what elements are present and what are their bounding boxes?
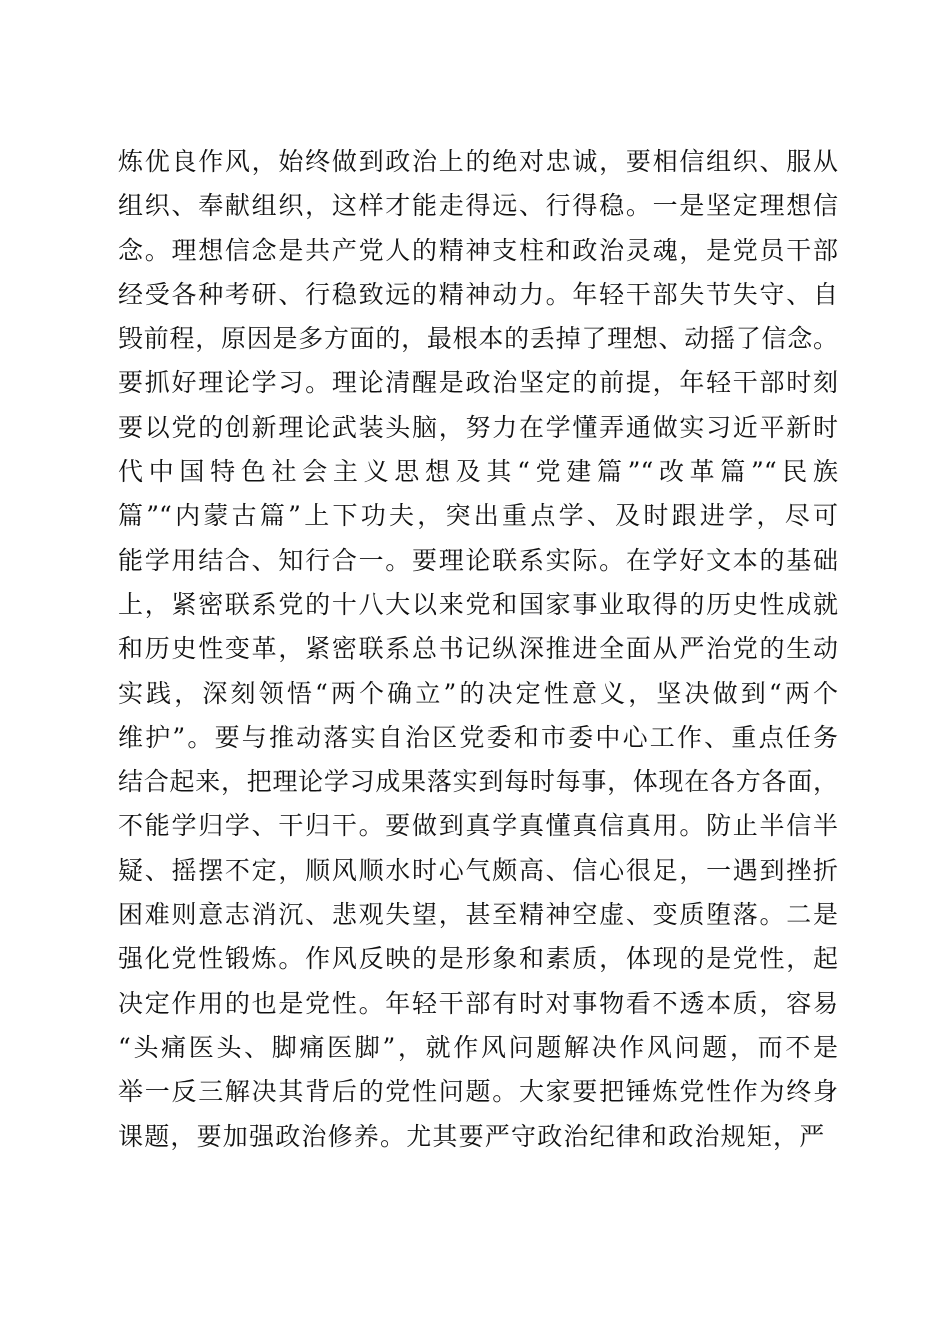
text-line: 困难则意志消沉、悲观失望，甚至精神空虚、变质堕落。二是 xyxy=(118,900,838,930)
text-line: 炼优良作风，始终做到政治上的绝对忠诚，要相信组织、服从 xyxy=(118,147,838,176)
text-line: 毁前程，原因是多方面的，最根本的丢掉了理想、动摇了信念。 xyxy=(118,324,838,354)
text-line: 代中国特色社会主义思想及其“党建篇”“改革篇”“民族 xyxy=(118,457,838,487)
text-line: 维护”。要与推动落实自治区党委和市委中心工作、重点任务 xyxy=(118,722,838,752)
text-line: 念。理想信念是共产党人的精神支柱和政治灵魂，是党员干部 xyxy=(118,235,838,265)
text-line: 疑、摇摆不定，顺风顺水时心气颇高、信心很足，一遇到挫折 xyxy=(118,855,838,885)
text-line: 实践，深刻领悟“两个确立”的决定性意义，坚决做到“两个 xyxy=(118,678,838,708)
text-line: 决定作用的也是党性。年轻干部有时对事物看不透本质，容易 xyxy=(118,988,838,1018)
text-line: 能学用结合、知行合一。要理论联系实际。在学好文本的基础 xyxy=(118,545,838,575)
text-line: 篇”“内蒙古篇”上下功夫，突出重点学、及时跟进学，尽可 xyxy=(118,501,838,531)
text-line: 经受各种考研、行稳致远的精神动力。年轻干部失节失守、自 xyxy=(118,279,838,309)
body-text xyxy=(118,140,838,1159)
text-line: 组织、奉献组织，这样才能走得远、行得稳。一是坚定理想信 xyxy=(118,191,838,221)
text-line: “头痛医头、脚痛医脚”，就作风问题解决作风问题，而不是 xyxy=(118,1032,838,1062)
text-line: 课题，要加强政治修养。尤其要严守政治纪律和政治规矩，严 xyxy=(118,1121,826,1151)
text-line: 要以党的创新理论武装头脑，努力在学懂弄通做实习近平新时 xyxy=(118,412,838,442)
text-line: 和历史性变革，紧密联系总书记纵深推进全面从严治党的生动 xyxy=(118,634,838,664)
text-line: 要抓好理论学习。理论清醒是政治坚定的前提，年轻干部时刻 xyxy=(118,368,838,398)
text-line: 举一反三解决其背后的党性问题。大家要把锤炼党性作为终身 xyxy=(118,1077,838,1107)
text-line: 不能学归学、干归干。要做到真学真懂真信真用。防止半信半 xyxy=(118,811,838,841)
text-line: 强化党性锻炼。作风反映的是形象和素质，体现的是党性，起 xyxy=(118,944,838,974)
text-line: 上，紧密联系党的十八大以来党和国家事业取得的历史性成就 xyxy=(118,589,838,619)
text-line: 结合起来，把理论学习成果落实到每时每事，体现在各方各面， xyxy=(118,767,838,797)
